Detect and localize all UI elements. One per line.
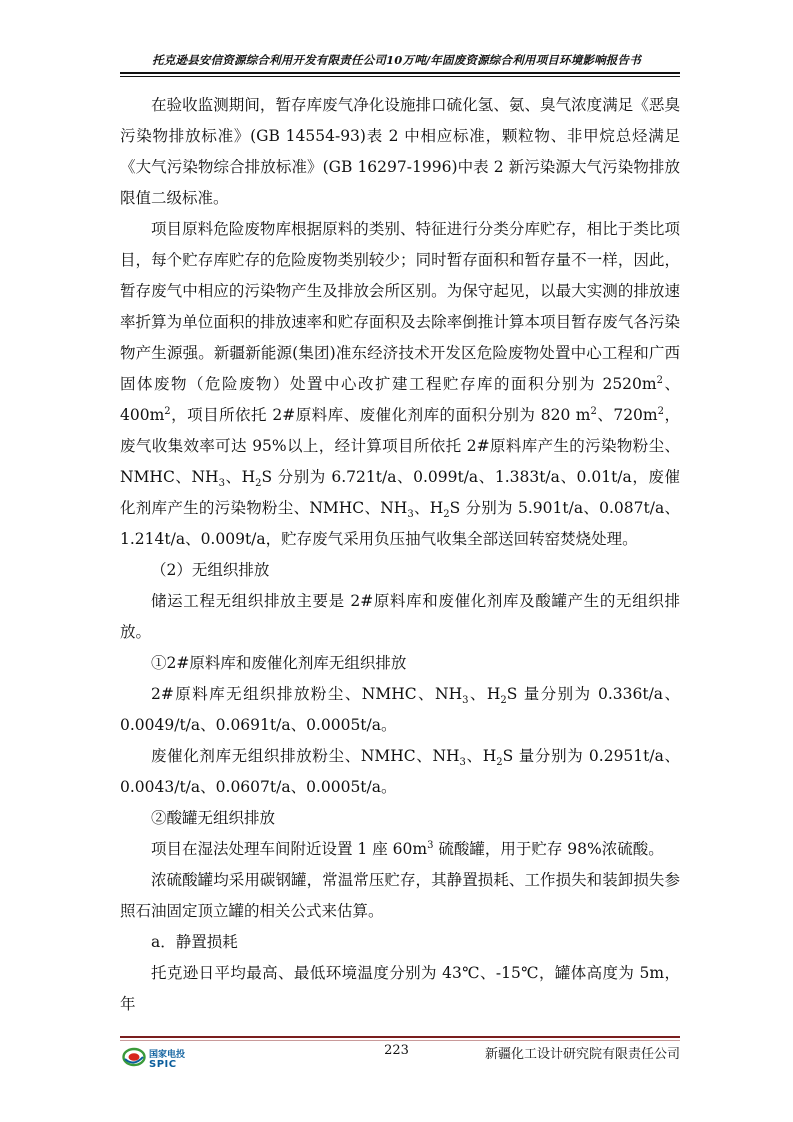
paragraph-catalyst-warehouse: 废催化剂库无组织排放粉尘、NMHC、$NH_3$、$H_2S$ 量分别为 0.2951t/a、0.0043/t/a、0.0607t/a、0.0005t/a。 — [120, 747, 680, 796]
running-header-title: 托克逊县安信资源综合利用开发有限责任公司10万吨/年固废资源综合利用项目环境影响报告书 — [152, 53, 641, 67]
paragraph-storage-emission-estimate: 项目原料危险废物库根据原料的类别、特征进行分类分库贮存，相比于类比项目，每个贮存库贮存的危险废物类别较少；同时暂存面积和暂存量不一样，因此，暂存废气中相应的污染物产生及排放会所区别。为保守起见，以最大实测的排放速率折算为单位面积的排放速率和贮存面积及去除率倒推计算本项目暂存废气各污染物产生源强。新疆新能源(集团)准东经济技术开发区危险废物处置中心工程和广西固体废物（危险废物）处置中心改扩建工程贮存库的面积分别为 $2520m^2$、$400m^2$，项目所依托 2#原料库、废催化剂库的面积分别为 820 $m^2$、$720m^2$，废气收集效率可达 95%以上，经计算项目所依托 2#原料库产生的污染物粉尘、NMHC、$NH_3$、$H_2S$ 分别为 6.721t/a、0.099t/a、1.383t/a、0.01t/a，废催化剂库产生的污染物粉尘、NMHC、$NH_3$、$H_2S$ 分别为 5.901t/a、0.087t/a、1.214t/a、0.009t/a，贮存废气采用负压抽气收集全部送回转窑焚烧处理。 — [120, 220, 681, 548]
item-heading-static-loss: a．静置损耗 — [151, 933, 238, 951]
paragraph-fugitive-overview: 储运工程无组织排放主要是 2#原料库和废催化剂库及酸罐产生的无组织排放。 — [120, 592, 680, 641]
logo-text-cn: 国家电投 — [149, 1050, 186, 1060]
section-heading-fugitive-emission: （2）无组织排放 — [151, 561, 270, 579]
page-number: 223 — [384, 1043, 409, 1058]
paragraph-acid-tank-losses: 浓硫酸罐均采用碳钢罐，常温常压贮存，其静置损耗、工作损失和装卸损失参照石油固定顶立罐的相关公式来估算。 — [120, 871, 680, 920]
item-heading-acid-tank: ②酸罐无组织排放 — [151, 809, 276, 827]
paragraph-raw-material-warehouse: 2#原料库无组织排放粉尘、NMHC、$NH_3$、$H_2S$ 量分别为 0.336t/a、0.0049/t/a、0.0691t/a、0.0005t/a。 — [120, 685, 680, 734]
header-rule — [120, 72, 680, 74]
header-rule-thin — [120, 76, 680, 77]
item-heading-warehouse-fugitive: ①2#原料库和废催化剂库无组织排放 — [151, 654, 407, 672]
paragraph-acceptance-monitoring: 在验收监测期间，暂存库废气净化设施排口硫化氢、氨、臭气浓度满足《恶臭污染物排放标准》(GB 14554-93)表 2 中相应标准，颗粒物、非甲烷总烃满足《大气污染物综合排放标准》(GB 16297-1996)中表 2 新污染源大气污染物排放限值二级标准。 — [120, 96, 680, 207]
footer-rule-light — [120, 1040, 680, 1041]
footer-rule — [120, 1036, 680, 1038]
page-body — [120, 90, 680, 1020]
paragraph-ambient-temperature: 托克逊日平均最高、最低环境温度分别为 43℃、-15℃，罐体高度为 5m，年 — [120, 964, 680, 1013]
logo-text-en: SPIC — [149, 1059, 177, 1070]
paragraph-acid-tank: 项目在湿法处理车间附近设置 1 座 $60m^3$ 硫酸罐，用于贮存 98%浓硫酸。 — [151, 839, 664, 858]
footer-organization: 新疆化工设计研究院有限责任公司 — [484, 1047, 680, 1062]
